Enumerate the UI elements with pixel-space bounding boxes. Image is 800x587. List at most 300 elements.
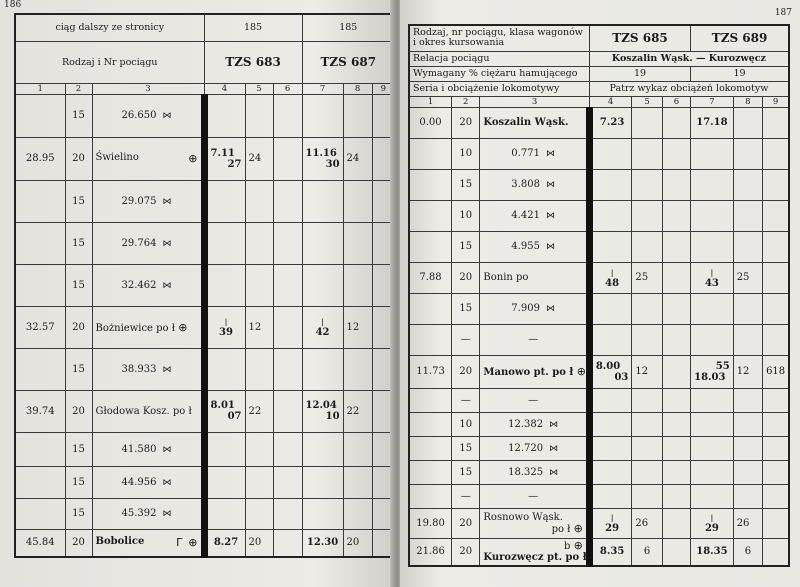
station-cell <box>480 231 589 262</box>
table-row <box>409 293 789 324</box>
time-cell <box>302 466 343 498</box>
column-number-row <box>15 83 395 94</box>
station-cell <box>92 466 204 498</box>
time-dep: 30 <box>325 158 340 170</box>
time-dep: 07 <box>227 411 242 422</box>
station-name: Rosnowo Wąsk. <box>483 511 563 523</box>
empty-cell <box>763 231 789 262</box>
time-cell <box>691 138 734 169</box>
crossing-icon: ⋈ <box>162 111 172 121</box>
table-row <box>409 508 789 538</box>
train-2-name: TZS 689 <box>691 25 789 51</box>
col-num: 1 <box>15 83 65 94</box>
time-arr: 8.00 <box>595 360 621 372</box>
braking-value-2: 19 <box>691 66 789 81</box>
station-cell <box>92 180 204 222</box>
empty-cell <box>273 306 302 348</box>
station-name: 38.933 <box>121 363 157 375</box>
stop-cell <box>632 436 662 460</box>
stop-cell <box>733 293 762 324</box>
station-cell <box>480 293 589 324</box>
circle-plus-icon: ⊕ <box>573 521 583 535</box>
speed-cell: 20 <box>65 390 92 432</box>
time-cell <box>302 222 343 264</box>
empty-cell <box>763 138 789 169</box>
time-cell <box>302 137 343 180</box>
table-row <box>15 306 395 348</box>
empty-cell <box>763 293 789 324</box>
stop-cell <box>733 138 762 169</box>
time-cell <box>204 222 245 264</box>
stop-cell <box>343 432 372 466</box>
station-name: 44.956 <box>121 476 157 488</box>
station-cell <box>480 538 589 566</box>
empty-cell <box>763 200 789 231</box>
empty-cell <box>763 484 789 508</box>
left-timetable <box>14 13 396 558</box>
km-cell <box>15 348 65 390</box>
km-cell: 32.57 <box>15 306 65 348</box>
braking-label: Wymagany % ciężaru hamującego <box>409 66 589 81</box>
time-cell <box>589 169 632 200</box>
left-page <box>0 0 396 587</box>
pass-mark: | <box>321 317 324 326</box>
stop-cell <box>632 412 662 436</box>
empty-cell <box>763 169 789 200</box>
empty-cell <box>662 538 690 566</box>
time-cell <box>691 262 734 293</box>
time-cell <box>204 137 245 180</box>
station-name: Bobolice <box>95 536 145 548</box>
stop-cell <box>245 180 273 222</box>
speed-cell: 15 <box>452 436 480 460</box>
time-cell <box>589 484 632 508</box>
col-num: 9 <box>372 83 395 94</box>
empty-cell <box>763 324 789 355</box>
circle-plus-icon: ⊕ <box>573 539 583 553</box>
time-cell <box>589 138 632 169</box>
time-cell <box>691 508 734 538</box>
stop-cell <box>733 460 762 484</box>
empty-cell <box>662 169 690 200</box>
stop-cell <box>245 264 273 306</box>
time-cell: 8.35 <box>589 538 632 566</box>
col-num: 6 <box>662 96 690 107</box>
speed-cell: 20 <box>452 538 480 566</box>
empty-cell <box>662 138 690 169</box>
stop-cell: 22 <box>245 390 273 432</box>
time-cell <box>302 390 343 432</box>
right-timetable <box>408 24 790 567</box>
column-9-cell: 618 <box>763 355 789 388</box>
time-cell <box>204 180 245 222</box>
speed-cell: 15 <box>65 180 92 222</box>
station-name: 12.382 <box>508 418 544 430</box>
station-name: Świelino <box>95 152 139 163</box>
table-row <box>15 529 395 557</box>
stop-cell: 12 <box>632 355 662 388</box>
crossing-icon: ⋈ <box>162 238 172 249</box>
station-cell: Koszalin Wąsk. <box>480 107 589 138</box>
speed-cell: 15 <box>65 348 92 390</box>
km-cell <box>15 94 65 137</box>
col-num: 8 <box>343 83 372 94</box>
empty-cell <box>662 262 690 293</box>
time-cell <box>691 231 734 262</box>
km-cell <box>409 484 452 508</box>
time-arr: 55 <box>715 360 730 372</box>
km-cell <box>15 264 65 306</box>
time-cell: 8.27 <box>204 529 245 557</box>
speed-cell: 20 <box>65 137 92 180</box>
stop-cell: 12 <box>733 355 762 388</box>
pass-mark: | <box>710 267 714 277</box>
table-row <box>15 264 395 306</box>
station-cell <box>92 222 204 264</box>
table-row <box>15 348 395 390</box>
table-row <box>409 436 789 460</box>
station-name: Bożniewice po ł <box>95 322 175 334</box>
crossing-icon: ⋈ <box>545 149 555 159</box>
speed-cell: 15 <box>65 94 92 137</box>
speed-cell: 15 <box>65 432 92 466</box>
speed-cell: 15 <box>452 460 480 484</box>
station-cell <box>92 498 204 529</box>
time-dep: 18.03 <box>694 371 726 383</box>
stop-cell <box>632 169 662 200</box>
time-cell <box>589 412 632 436</box>
stop-cell <box>733 231 762 262</box>
stop-cell <box>733 436 762 460</box>
left-page-number: 186 <box>4 0 22 10</box>
crossing-icon: ⋈ <box>162 444 172 455</box>
col-num: 2 <box>452 96 480 107</box>
empty-cell <box>273 466 302 498</box>
km-cell <box>15 222 65 264</box>
empty-cell <box>662 508 690 538</box>
speed-cell: 15 <box>65 222 92 264</box>
stop-cell <box>632 484 662 508</box>
empty-cell <box>273 498 302 529</box>
col-num: 4 <box>204 83 245 94</box>
station-name: 29.075 <box>121 195 157 207</box>
time-cell <box>204 390 245 432</box>
time-dep: 42 <box>315 327 330 338</box>
km-cell <box>15 432 65 466</box>
table-row <box>409 231 789 262</box>
stop-cell <box>245 222 273 264</box>
table-row <box>409 200 789 231</box>
col-num: 4 <box>589 96 632 107</box>
empty-cell <box>273 264 302 306</box>
table-row <box>409 324 789 355</box>
time-cell <box>204 432 245 466</box>
stop-cell <box>245 94 273 137</box>
train-2-from-page: 185 <box>302 14 395 41</box>
time-cell <box>691 355 734 388</box>
braking-value-1: 19 <box>589 66 690 81</box>
km-cell: 11.73 <box>409 355 452 388</box>
time-cell: 18.35 <box>691 538 734 566</box>
stop-cell: 26 <box>733 508 762 538</box>
km-cell <box>409 231 452 262</box>
speed-cell: 15 <box>452 231 480 262</box>
stop-cell <box>632 388 662 412</box>
train-type-label: Rodzaj i Nr pociągu <box>15 41 204 83</box>
time-cell <box>691 388 734 412</box>
right-page <box>400 0 800 587</box>
stop-cell <box>733 412 762 436</box>
empty-cell <box>662 460 690 484</box>
col-num: 3 <box>92 83 204 94</box>
station-name: 32.462 <box>121 279 157 291</box>
km-cell <box>409 200 452 231</box>
time-cell <box>204 466 245 498</box>
table-row <box>409 388 789 412</box>
stop-cell <box>245 466 273 498</box>
station-cell <box>480 169 589 200</box>
time-cell <box>302 94 343 137</box>
km-cell <box>15 498 65 529</box>
km-cell: 21.86 <box>409 538 452 566</box>
speed-cell: 20 <box>65 529 92 557</box>
crossing-icon: ⋈ <box>162 364 172 375</box>
col-num: 5 <box>245 83 273 94</box>
stop-cell <box>343 498 372 529</box>
km-cell: 7.88 <box>409 262 452 293</box>
empty-cell <box>273 390 302 432</box>
time-cell <box>302 264 343 306</box>
empty-cell <box>273 137 302 180</box>
empty-cell <box>273 94 302 137</box>
empty-cell <box>763 436 789 460</box>
stop-cell: 6 <box>632 538 662 566</box>
time-cell <box>204 348 245 390</box>
km-cell <box>409 412 452 436</box>
table-row <box>409 138 789 169</box>
stop-cell: 6 <box>733 538 762 566</box>
empty-cell <box>662 484 690 508</box>
loco-label: Seria i obciążenie lokomotywy <box>409 81 589 96</box>
station-cell <box>480 460 589 484</box>
time-cell <box>302 180 343 222</box>
stop-cell: 12 <box>245 306 273 348</box>
time-cell <box>589 355 632 388</box>
stop-cell <box>632 231 662 262</box>
empty-cell <box>662 293 690 324</box>
stop-cell: 25 <box>632 262 662 293</box>
col-num: 5 <box>632 96 662 107</box>
empty-cell <box>662 412 690 436</box>
stop-cell <box>343 348 372 390</box>
speed-cell: 10 <box>452 138 480 169</box>
station-cell: — <box>480 484 589 508</box>
crossing-icon: ⋈ <box>545 180 555 190</box>
km-cell <box>409 138 452 169</box>
time-cell <box>691 412 734 436</box>
speed-cell: 15 <box>65 466 92 498</box>
time-cell <box>302 432 343 466</box>
time-dep: 03 <box>614 371 629 383</box>
speed-cell: — <box>452 388 480 412</box>
station-name: 7.909 <box>511 303 540 314</box>
empty-cell <box>662 436 690 460</box>
stop-cell <box>343 180 372 222</box>
station-name: Głodowa Kosz. po ł <box>95 405 192 417</box>
empty-cell <box>273 529 302 557</box>
km-cell <box>409 460 452 484</box>
station-cell <box>480 436 589 460</box>
empty-cell <box>763 412 789 436</box>
relation-label: Relacja pociągu <box>409 51 589 66</box>
station-cell <box>92 306 204 348</box>
crossing-icon: ⋈ <box>545 211 555 221</box>
time-cell <box>589 324 632 355</box>
station-name: 45.392 <box>121 508 157 519</box>
empty-cell <box>662 107 690 138</box>
empty-cell <box>763 262 789 293</box>
time-cell <box>691 484 734 508</box>
km-cell <box>15 466 65 498</box>
crossing-icon: ⋈ <box>545 242 555 252</box>
km-cell <box>409 293 452 324</box>
crossing-icon: ⋈ <box>162 509 172 519</box>
stop-cell <box>245 498 273 529</box>
stop-cell: 25 <box>733 262 762 293</box>
speed-cell: 15 <box>65 498 92 529</box>
speed-cell: 20 <box>65 306 92 348</box>
column-number-row <box>409 96 789 107</box>
stop-cell <box>245 348 273 390</box>
stop-cell: 24 <box>245 137 273 180</box>
station-cell: — <box>480 324 589 355</box>
time-cell <box>589 231 632 262</box>
empty-cell <box>763 538 789 566</box>
station-name: 26.650 <box>121 110 157 121</box>
time-cell <box>589 436 632 460</box>
station-cell <box>92 264 204 306</box>
col-num: 1 <box>409 96 452 107</box>
time-cell <box>589 460 632 484</box>
station-name: 29.764 <box>121 237 157 249</box>
station-cell: — <box>480 388 589 412</box>
empty-cell <box>662 355 690 388</box>
train-1-from-page: 185 <box>204 14 302 41</box>
station-cell <box>92 348 204 390</box>
station-cell <box>92 137 204 180</box>
time-dep: 27 <box>227 158 242 170</box>
station-cell <box>92 94 204 137</box>
table-row <box>15 466 395 498</box>
col-num: 7 <box>302 83 343 94</box>
station-cell <box>92 390 204 432</box>
col-num: 9 <box>763 96 789 107</box>
train-type-label: Rodzaj, nr pociągu, klasa wagonów i okres kursowania <box>409 25 589 51</box>
stop-cell <box>632 107 662 138</box>
crossing-icon: ⋈ <box>545 304 555 314</box>
stop-cell: 12 <box>343 306 372 348</box>
stop-cell: 20 <box>245 529 273 557</box>
stop-cell <box>343 94 372 137</box>
time-cell <box>691 293 734 324</box>
stop-cell <box>632 460 662 484</box>
crossing-icon: ⋈ <box>549 467 559 478</box>
station-cell <box>92 432 204 466</box>
col-num: 7 <box>691 96 734 107</box>
table-row <box>15 222 395 264</box>
speed-cell: 20 <box>452 262 480 293</box>
time-dep: 29 <box>605 523 620 534</box>
empty-cell <box>662 324 690 355</box>
station-cell <box>92 529 204 557</box>
turn-icon: ᒥ <box>176 536 183 550</box>
table-row <box>15 94 395 137</box>
time-dep: 48 <box>605 277 620 289</box>
time-cell <box>302 306 343 348</box>
empty-cell <box>763 107 789 138</box>
time-cell <box>691 324 734 355</box>
table-row <box>409 412 789 436</box>
right-page-number: 187 <box>774 8 792 18</box>
speed-cell: 15 <box>452 293 480 324</box>
station-name: 41.580 <box>121 443 157 455</box>
station-prefix: b <box>564 541 571 553</box>
empty-cell <box>763 508 789 538</box>
time-cell <box>589 293 632 324</box>
time-cell <box>204 94 245 137</box>
km-cell: 28.95 <box>15 137 65 180</box>
stop-cell: 20 <box>343 529 372 557</box>
empty-cell <box>273 432 302 466</box>
stop-cell <box>733 169 762 200</box>
time-cell <box>589 200 632 231</box>
station-cell <box>480 355 589 388</box>
time-cell: 17.18 <box>691 107 734 138</box>
station-cell <box>480 508 589 538</box>
station-cell <box>480 200 589 231</box>
km-cell <box>409 169 452 200</box>
empty-cell <box>662 388 690 412</box>
km-cell: 0.00 <box>409 107 452 138</box>
time-dep: 10 <box>325 411 340 422</box>
table-row <box>15 390 395 432</box>
crossing-icon: ⋈ <box>162 477 172 488</box>
empty-cell <box>662 231 690 262</box>
speed-cell: — <box>452 484 480 508</box>
relation-value: Koszalin Wąsk. — Kurozwęcz <box>589 51 789 66</box>
speed-cell: 20 <box>452 107 480 138</box>
speed-cell: 20 <box>452 355 480 388</box>
col-num: 3 <box>480 96 589 107</box>
time-cell <box>691 169 734 200</box>
table-row <box>409 484 789 508</box>
train-2-name: TZS 687 <box>302 41 395 83</box>
speed-cell: 20 <box>452 508 480 538</box>
col-num: 2 <box>65 83 92 94</box>
station-name: 18.325 <box>508 466 544 478</box>
empty-cell <box>763 460 789 484</box>
circle-plus-icon: ⊕ <box>576 365 586 378</box>
station-name: 4.955 <box>511 241 540 252</box>
stop-cell <box>733 107 762 138</box>
col-num: 6 <box>273 83 302 94</box>
loco-value: Patrz wykaz obciążeń lokomotyw <box>589 81 789 96</box>
stop-cell <box>632 324 662 355</box>
stop-cell <box>733 324 762 355</box>
km-cell <box>409 324 452 355</box>
table-row <box>409 169 789 200</box>
time-cell <box>302 348 343 390</box>
